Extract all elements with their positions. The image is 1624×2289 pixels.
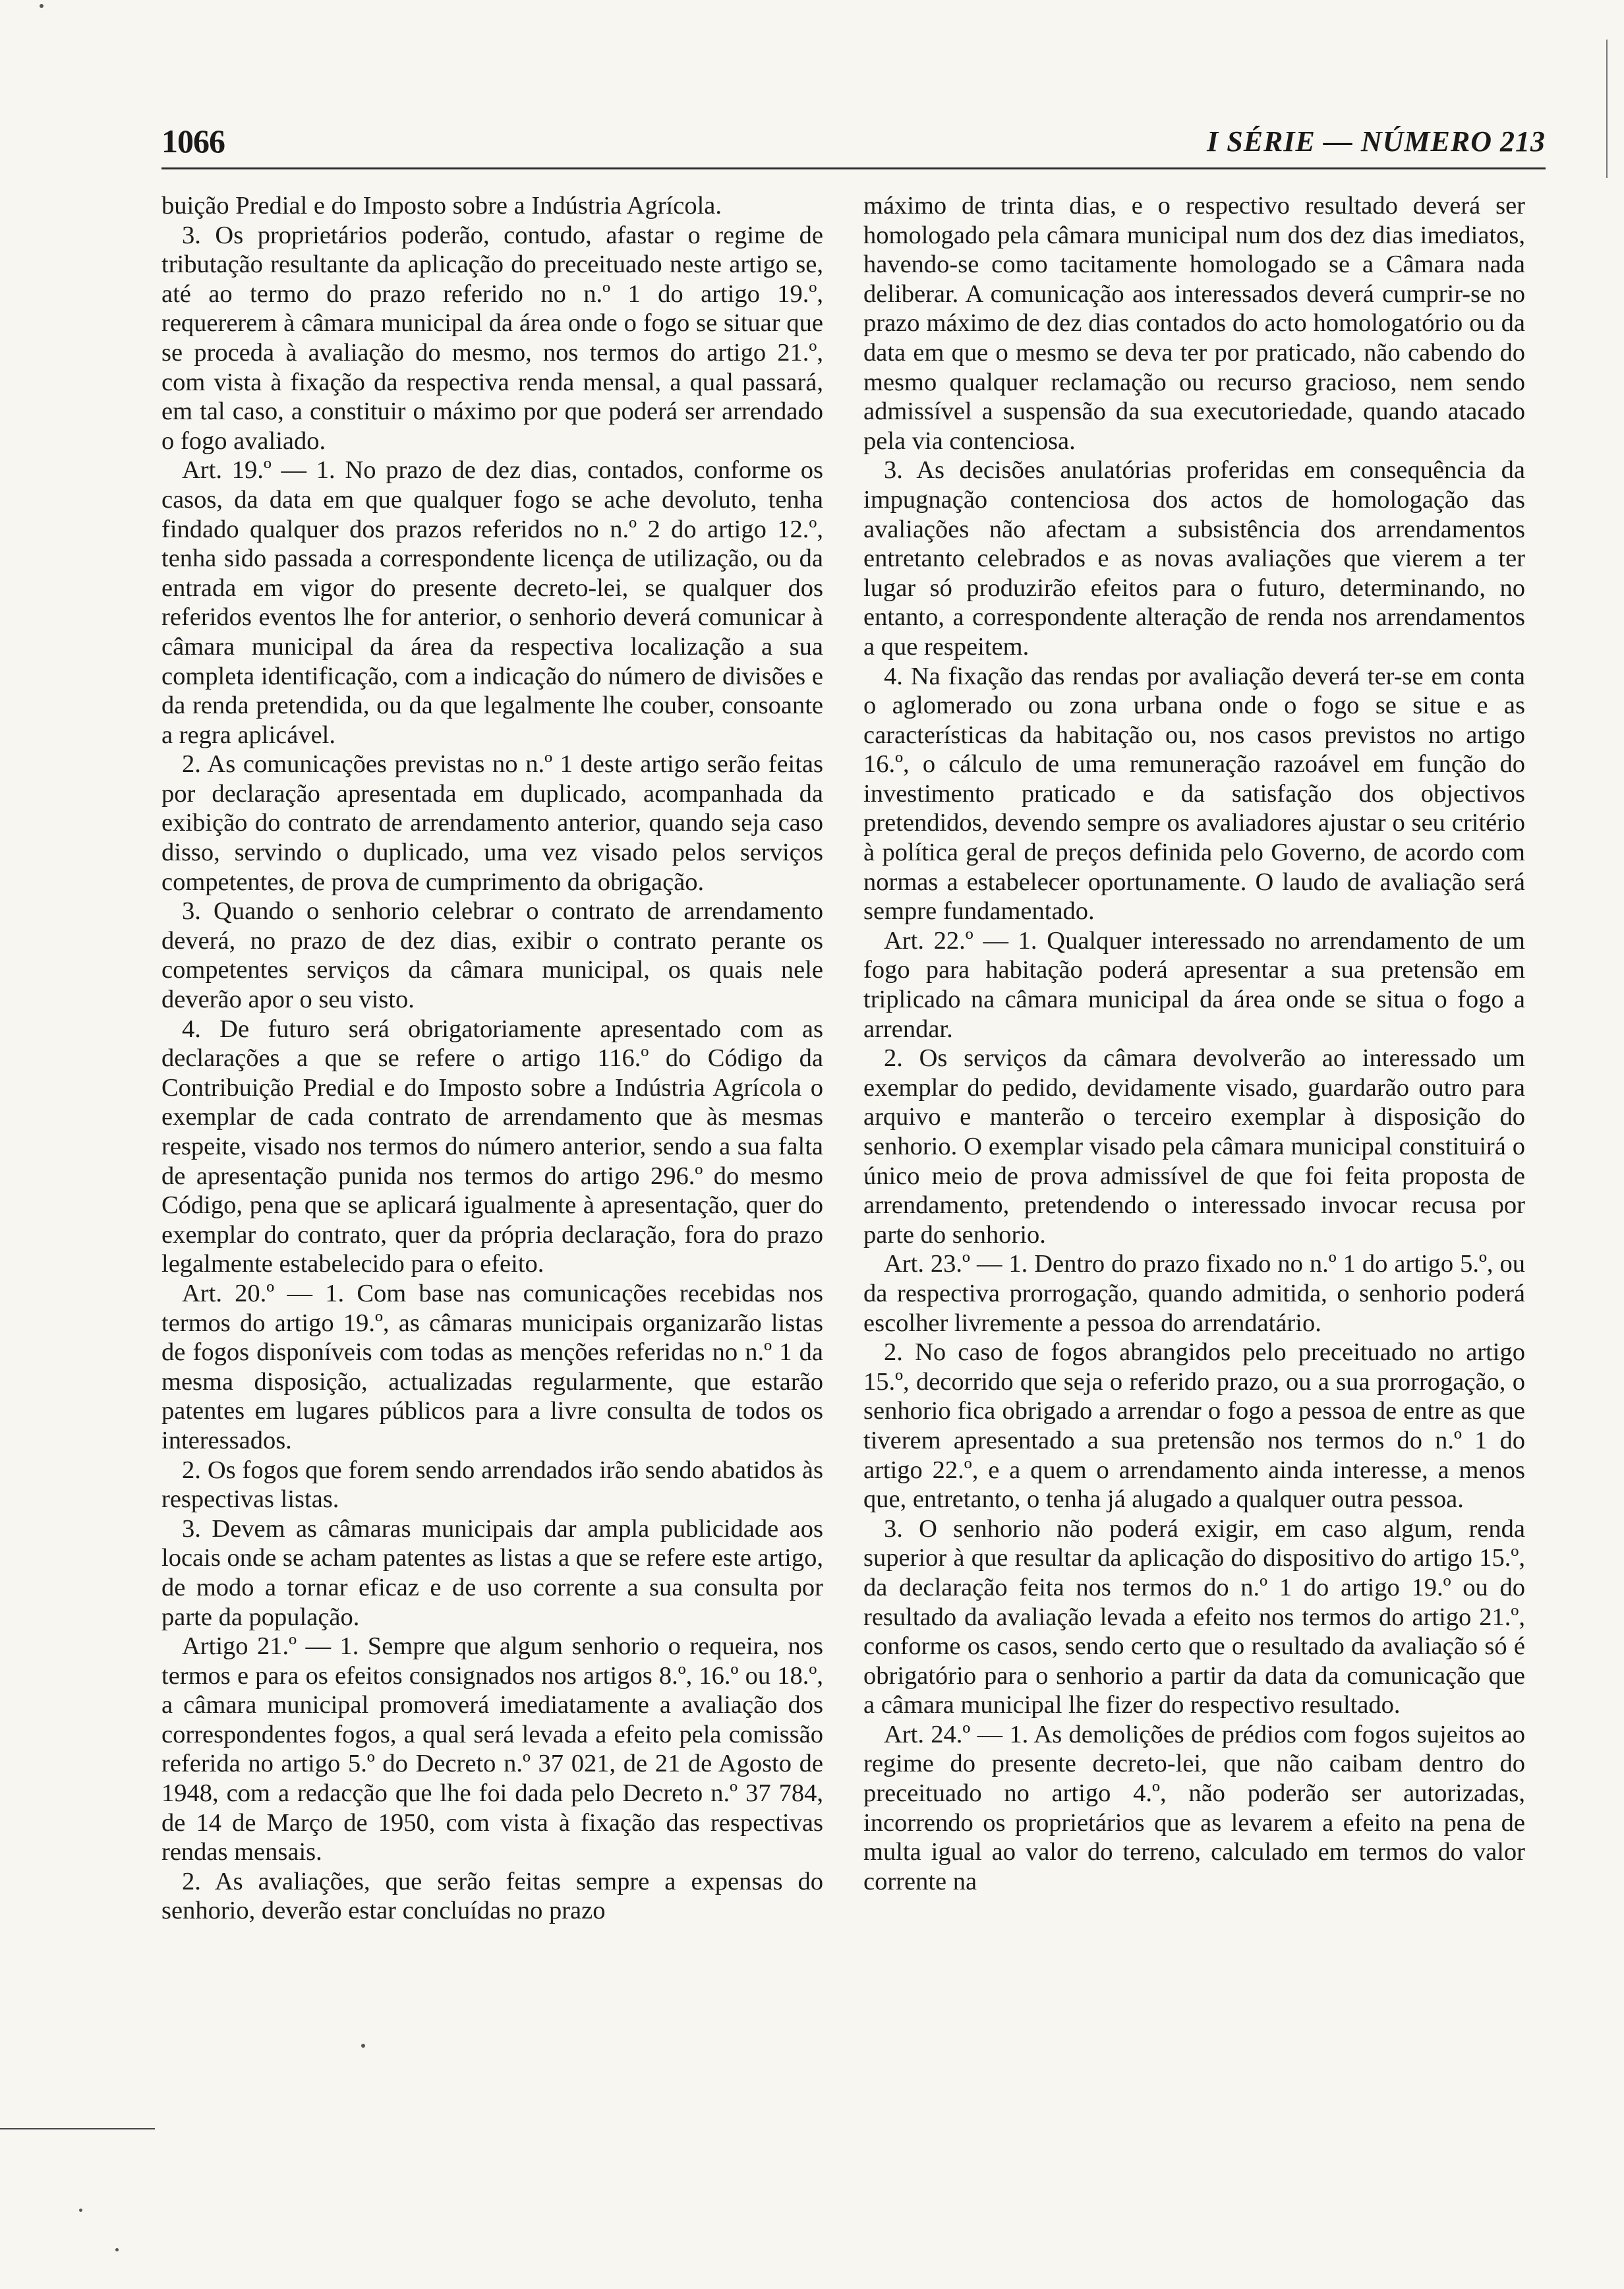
paragraph: 2. Os fogos que forem sendo arrendados irão sendo abatidos às respectivas listas. xyxy=(161,1456,823,1514)
paragraph: 2. As avaliações, que serão feitas sempre a expensas do senhorio, deverão estar concluídas no prazo xyxy=(161,1867,823,1925)
paragraph: 2. Os serviços da câmara devolverão ao interessado um exemplar do pedido, devidamente visado, guardarão outro para arquivo e manterão o terceiro exemplar à disposição do senhorio. O exemplar visado pela câmara municipal constituirá o único meio de prova admissível de que foi feita proposta de arrendamento, pretendendo o interessado invocar recusa por parte do senhorio. xyxy=(863,1044,1525,1249)
paragraph: 3. Devem as câmaras municipais dar ampla publicidade aos locais onde se acham patentes as listas a que se refere este artigo, de modo a tornar eficaz e de uso corrente a sua consulta por parte da população. xyxy=(161,1514,823,1631)
header-rule xyxy=(161,167,1546,169)
paragraph: Artigo 21.º — 1. Sempre que algum senhorio o requeira, nos termos e para os efeitos consignados nos artigos 8.º, 16.º ou 18.º, a câmara municipal promoverá imediatamente a avaliação dos correspondentes fogos, a qual será levada a efeito pela comissão referida no artigo 5.º do Decreto n.º 37 021, de 21 de Agosto de 1948, com a redacção que lhe foi dada pelo Decreto n.º 37 784, de 14 de Março de 1950, com vista à fixação das respectivas rendas mensais. xyxy=(161,1632,823,1866)
scan-artifact-dot xyxy=(361,2044,365,2048)
paragraph: Art. 20.º — 1. Com base nas comunicações recebidas nos termos do artigo 19.º, as câmaras municipais organizarão listas de fogos disponíveis com todas as menções referidas no n.º 1 da mesma disposição, actualizadas regularmente, que estarão patentes em lugares públicos para a livre consulta de todos os interessados. xyxy=(161,1279,823,1454)
paragraph: 3. O senhorio não poderá exigir, em caso algum, renda superior à que resultar da aplicação do dispositivo do artigo 15.º, da declaração feita nos termos do n.º 1 do artigo 19.º ou do resultado da avaliação levada a efeito nos termos do artigo 21.º, conforme os casos, sendo certo que o resultado da avaliação só é obrigatório para o senhorio a partir da data da comunicação que a câmara municipal lhe fizer do respectivo resultado. xyxy=(863,1514,1525,1719)
paragraph: Art. 22.º — 1. Qualquer interessado no arrendamento de um fogo para habitação poderá apresentar a sua pretensão em triplicado na câmara municipal da área onde se situa o fogo a arrendar. xyxy=(863,926,1525,1043)
scan-artifact-dot xyxy=(79,2209,82,2212)
scan-artifact-line xyxy=(0,2128,155,2129)
paragraph: 2. As comunicações previstas no n.º 1 deste artigo serão feitas por declaração apresentada em duplicado, acompanhada da exibição do contrato de arrendamento anterior, quando seja caso disso, servindo o duplicado, uma vez visado pelos serviços competentes, de prova de cumprimento da obrigação. xyxy=(161,750,823,896)
paragraph: Art. 24.º — 1. As demolições de prédios com fogos sujeitos ao regime do presente decreto-lei, que não caibam dentro do preceituado no artigo 4.º, não poderão ser autorizadas, incorrendo os proprietários que as levarem a efeito na pena de multa igual ao valor do terreno, calculado em termos do valor corrente na xyxy=(863,1720,1525,1895)
paragraph: Art. 23.º — 1. Dentro do prazo fixado no n.º 1 do artigo 5.º, ou da respectiva prorrogação, quando admitida, o senhorio poderá escolher livremente a pessoa do arrendatário. xyxy=(863,1250,1525,1337)
scan-artifact-line xyxy=(1606,40,1608,178)
paragraph: 3. Quando o senhorio celebrar o contrato de arrendamento deverá, no prazo de dez dias, exibir o contrato perante os competentes serviços da câmara municipal, os quais nele deverão apor o seu visto. xyxy=(161,897,823,1014)
paragraph: buição Predial e do Imposto sobre a Indústria Agrícola. xyxy=(161,192,722,220)
page-header xyxy=(161,122,1546,168)
page-number: 1066 xyxy=(161,123,225,160)
paragraph: máximo de trinta dias, e o respectivo resultado deverá ser homologado pela câmara municipal num dos dez dias imediatos, havendo-se como tacitamente homologado se a Câmara nada deliberar. A comunicação aos interessados deverá cumprir-se no prazo máximo de dez dias contados do acto homologatório ou da data em que o mesmo se deva ter por praticado, não cabendo do mesmo qualquer reclamação ou recurso gracioso, nem sendo admissível a suspensão da sua executoriedade, quando atacado pela via contenciosa. xyxy=(863,192,1525,455)
paragraph: Art. 19.º — 1. No prazo de dez dias, contados, conforme os casos, da data em que qualquer fogo se ache devoluto, tenha findado qualquer dos prazos referidos no n.º 2 do artigo 12.º, tenha sido passada a correspondente licença de utilização, ou da entrada em vigor do presente decreto-lei, se qualquer dos referidos eventos lhe for anterior, o senhorio deverá comunicar à câmara municipal da área da respectiva localização a sua completa identificação, com a indicação do número de divisões e da renda pretendida, ou da que legalmente lhe couber, consoante a regra aplicável. xyxy=(161,456,823,749)
paragraph: 3. Os proprietários poderão, contudo, afastar o regime de tributação resultante da aplicação do preceituado neste artigo se, até ao termo do prazo referido no n.º 1 do artigo 19.º, requererem à câmara municipal da área onde o fogo se situar que se proceda à avaliação do mesmo, nos termos do artigo 21.º, com vista à fixação da respectiva renda mensal, a qual passará, em tal caso, a constituir o máximo por que poderá ser arrendado o fogo avaliado. xyxy=(161,221,823,455)
paragraph: 3. As decisões anulatórias proferidas em consequência da impugnação contenciosa dos actos de homologação das avaliações não afectam a subsistência dos arrendamentos entretanto celebrados e as novas avaliações que vierem a ter lugar só produzirão efeitos para o futuro, determinando, no entanto, a correspondente alteração de renda nos arrendamentos a que respeitem. xyxy=(863,456,1525,661)
left-column xyxy=(161,191,823,1926)
series-number: I SÉRIE — NÚMERO 213 xyxy=(1207,125,1546,158)
paragraph: 4. Na fixação das rendas por avaliação deverá ter-se em conta o aglomerado ou zona urbana onde o fogo se situe e as características da habitação ou, nos casos previstos no artigo 16.º, o cálculo de uma remuneração razoável em função do investimento praticado e da satisfação dos objectivos pretendidos, devendo sempre os avaliadores ajustar o seu critério à política geral de preços definida pelo Governo, de acordo com normas a estabelecer oportunamente. O laudo de avaliação será sempre fundamentado. xyxy=(863,662,1525,926)
paragraph: 2. No caso de fogos abrangidos pelo preceituado no artigo 15.º, decorrido que seja o referido prazo, ou a sua prorrogação, o senhorio fica obrigado a arrendar o fogo a pessoa de entre as que tiverem apresentado a sua pretensão nos termos do n.º 1 do artigo 22.º, e a quem o arrendamento ainda interesse, a menos que, entretanto, o tenha já alugado a qualquer outra pessoa. xyxy=(863,1338,1525,1514)
paragraph: 4. De futuro será obrigatoriamente apresentado com as declarações a que se refere o artigo 116.º do Código da Contribuição Predial e do Imposto sobre a Indústria Agrícola o exemplar de cada contrato de arrendamento que às mesmas respeite, visado nos termos do número anterior, sendo a sua falta de apresentação punida nos termos do artigo 296.º do mesmo Código, pena que se aplicará igualmente à apresentação, quer do exemplar do contrato, quer da própria declaração, fora do prazo legalmente estabelecido para o efeito. xyxy=(161,1015,823,1278)
right-column xyxy=(863,191,1525,1896)
scan-artifact-dot xyxy=(40,4,44,8)
scan-artifact-dot xyxy=(115,2248,119,2251)
